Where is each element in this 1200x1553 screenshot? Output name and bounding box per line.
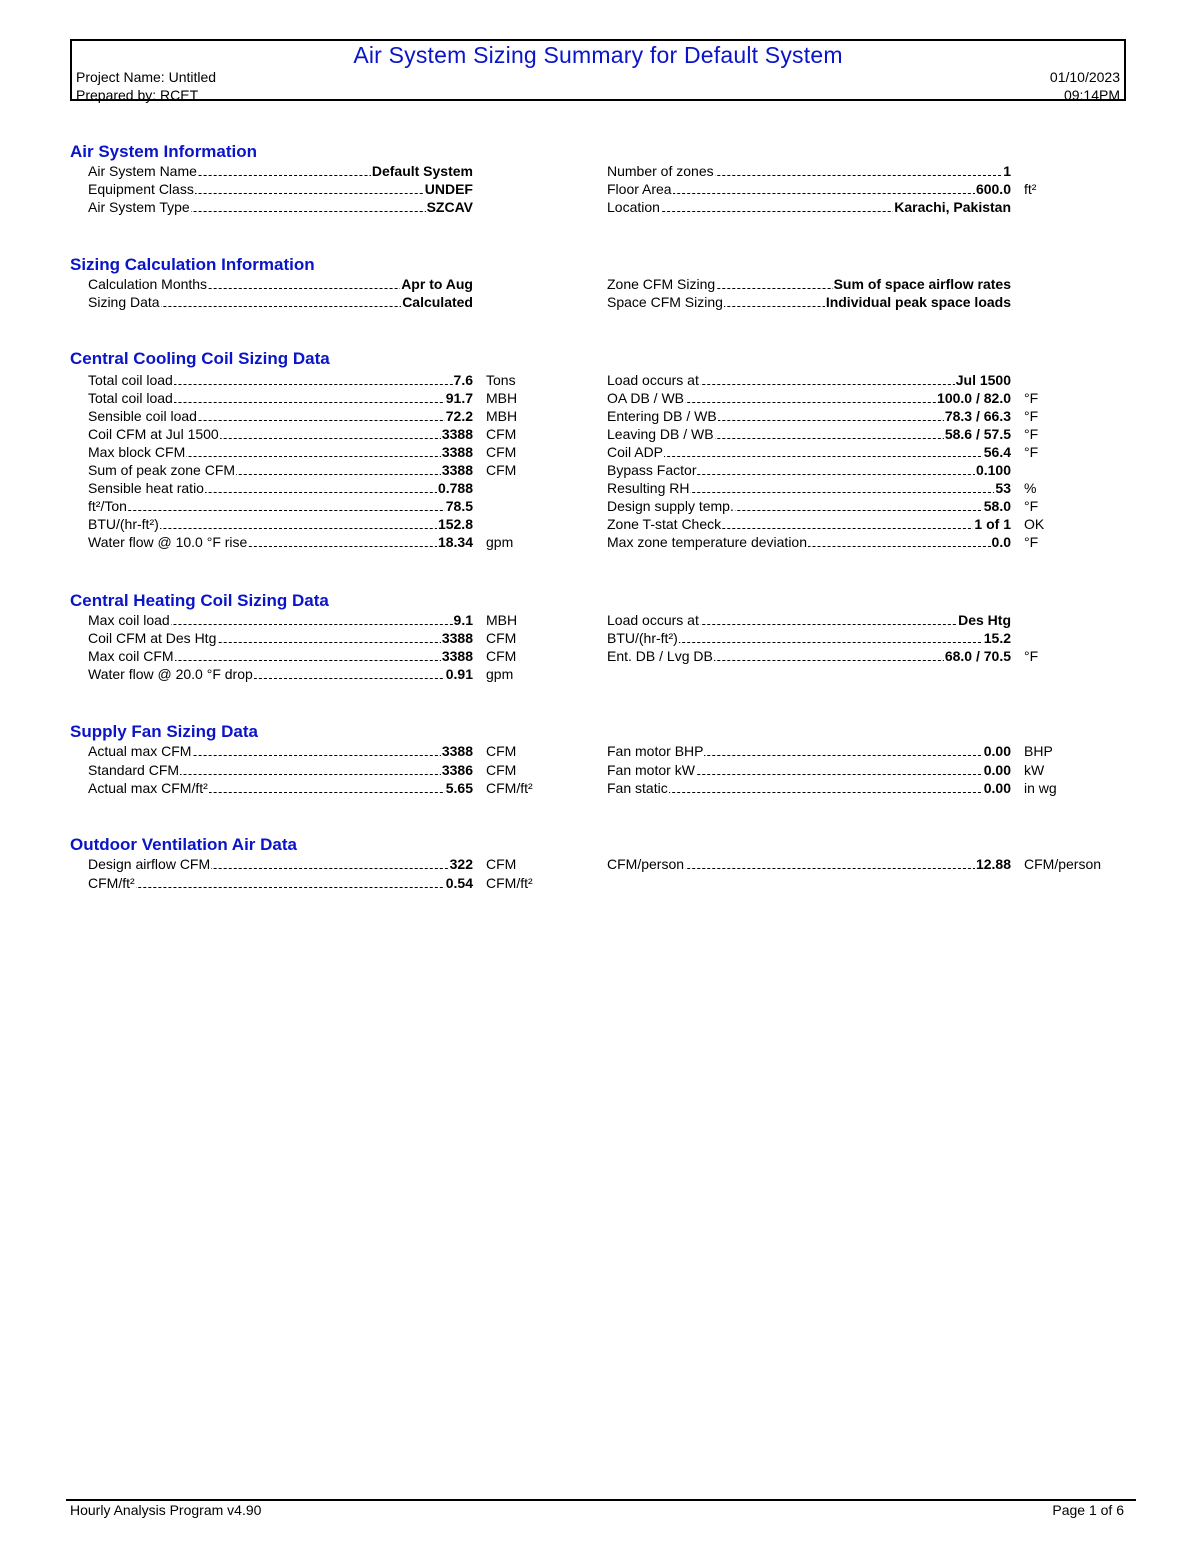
air-system-info-title: Air System Information	[70, 142, 258, 161]
field-value: 1	[1003, 163, 1011, 179]
field-value: 5.65	[445, 780, 473, 796]
cooling-coil-right-row	[607, 497, 1011, 515]
field-unit: °F	[1024, 648, 1039, 664]
cooling-coil-left-row	[88, 479, 473, 497]
footer-program: Hourly Analysis Program v4.90	[70, 1502, 262, 1518]
outdoor-air-left-row	[88, 855, 473, 873]
cooling-coil-right-row	[607, 407, 1011, 425]
field-value: 3388	[441, 743, 473, 759]
field-label: Load occurs at	[607, 372, 699, 388]
heating-coil-left-row	[88, 629, 473, 647]
field-value: 100.0 / 82.0	[937, 390, 1011, 406]
footer-page: Page 1 of 6	[1052, 1502, 1124, 1518]
heating-coil-left-row	[88, 665, 473, 683]
field-label: Max block CFM	[88, 444, 186, 460]
cooling-coil-left-row	[88, 425, 473, 443]
cooling-coil-left-row	[88, 371, 473, 389]
cooling-coil-right-row	[607, 479, 1011, 497]
field-value: 0.00	[983, 743, 1011, 759]
field-value: 78.5	[445, 498, 473, 514]
outdoor-air-left-row	[88, 874, 473, 892]
field-value: 1 of 1	[974, 516, 1011, 532]
cooling-coil-left-row	[88, 515, 473, 533]
field-label: Coil ADP	[607, 444, 664, 460]
cooling-coil-left-row	[88, 389, 473, 407]
field-label: Calculation Months	[88, 276, 208, 292]
cooling-coil-left-row	[88, 497, 473, 515]
field-unit: MBH	[486, 390, 518, 406]
cooling-coil-left-row	[88, 407, 473, 425]
field-label: Standard CFM	[88, 761, 180, 778]
field-value: 58.6 / 57.5	[944, 426, 1011, 442]
field-label: Actual max CFM	[88, 743, 192, 759]
report-time: 09:14PM	[1063, 87, 1120, 103]
outdoor-air-title: Outdoor Ventilation Air Data	[70, 835, 297, 854]
field-value: 15.2	[983, 630, 1011, 646]
field-label: Equipment Class	[88, 181, 194, 197]
field-value: 600.0	[975, 181, 1011, 197]
field-value: 9.1	[453, 612, 473, 628]
field-value: Sum of space airflow rates	[833, 276, 1011, 292]
field-unit: BHP	[1024, 743, 1053, 759]
heating-coil-right-row	[607, 629, 1011, 647]
field-value: 58.0	[983, 498, 1011, 514]
field-value: 0.54	[445, 874, 473, 891]
project-name: Project Name: Untitled	[76, 69, 217, 85]
field-unit: MBH	[486, 612, 518, 628]
field-label: Floor Area	[607, 181, 672, 197]
cooling-coil-right-row	[607, 461, 1011, 479]
field-label: Air System Name	[88, 163, 197, 179]
field-unit: gpm	[486, 666, 514, 682]
field-value: 0.788	[437, 480, 473, 496]
cooling-coil-right-row	[607, 515, 1011, 533]
field-value: 3388	[441, 444, 473, 460]
sizing-calc-info-left-row	[88, 275, 473, 293]
heating-coil-right-row	[607, 611, 1011, 629]
field-unit: °F	[1024, 444, 1039, 460]
field-value: 3388	[441, 426, 473, 442]
cooling-coil-right-row	[607, 389, 1011, 407]
field-unit: kW	[1024, 761, 1045, 778]
field-label: Sizing Data	[88, 294, 160, 310]
field-unit: %	[1024, 480, 1037, 496]
cooling-coil-right-row	[607, 533, 1011, 551]
field-value: 91.7	[445, 390, 473, 406]
field-label: Design airflow CFM	[88, 856, 211, 872]
field-label: Load occurs at	[607, 612, 699, 628]
prepared-by: Prepared by: RCET	[76, 87, 199, 103]
field-value: SZCAV	[426, 199, 473, 215]
field-value: Default System	[371, 163, 473, 179]
report-header	[70, 39, 1126, 101]
field-label: Air System Type	[88, 199, 190, 215]
field-unit: CFM	[486, 426, 517, 442]
field-value: Apr to Aug	[401, 276, 473, 292]
dot-leader	[88, 887, 473, 888]
dot-leader	[88, 510, 473, 511]
air-system-info-right-row	[607, 180, 1011, 198]
field-unit: CFM	[486, 856, 517, 872]
field-unit: Tons	[486, 372, 516, 388]
field-value: Karachi, Pakistan	[894, 199, 1011, 215]
field-value: 3388	[441, 648, 473, 664]
field-value: 0.00	[983, 780, 1011, 796]
cooling-coil-title: Central Cooling Coil Sizing Data	[70, 349, 330, 368]
field-label: Max coil load	[88, 612, 170, 628]
field-label: OA DB / WB	[607, 390, 685, 406]
supply-fan-right-row	[607, 779, 1011, 797]
field-unit: CFM	[486, 648, 517, 664]
field-label: Actual max CFM/ft²	[88, 780, 208, 796]
field-unit: MBH	[486, 408, 518, 424]
sizing-calc-info-right-row	[607, 293, 1011, 311]
field-label: Total coil load	[88, 372, 173, 388]
field-value: 72.2	[445, 408, 473, 424]
field-label: CFM/person	[607, 856, 685, 872]
field-unit: CFM/person	[1024, 856, 1102, 872]
field-value: UNDEF	[424, 181, 473, 197]
field-value: 0.91	[445, 666, 473, 682]
field-unit: CFM/ft²	[486, 874, 533, 891]
field-label: Coil CFM at Des Htg	[88, 630, 217, 646]
field-unit: CFM	[486, 444, 517, 460]
field-label: Design supply temp.	[607, 498, 734, 514]
field-label: BTU/(hr-ft²)	[88, 516, 159, 532]
air-system-info-left-row	[88, 180, 473, 198]
supply-fan-title: Supply Fan Sizing Data	[70, 722, 258, 741]
field-label: Total coil load	[88, 390, 173, 406]
air-system-info-left-row	[88, 198, 473, 216]
sizing-calc-info-left-row	[88, 293, 473, 311]
heating-coil-left-row	[88, 647, 473, 665]
field-label: Sum of peak zone CFM	[88, 462, 236, 478]
field-label: Zone CFM Sizing	[607, 276, 716, 292]
field-value: Jul 1500	[955, 372, 1011, 388]
supply-fan-left-row	[88, 761, 473, 779]
field-value: 12.88	[975, 856, 1011, 872]
field-unit: °F	[1024, 390, 1039, 406]
supply-fan-left-row	[88, 779, 473, 797]
dot-leader	[607, 456, 1011, 457]
field-unit: in wg	[1024, 780, 1057, 796]
field-value: 0.00	[983, 761, 1011, 778]
cooling-coil-right-row	[607, 371, 1011, 389]
air-system-info-right-row	[607, 198, 1011, 216]
field-label: ft²/Ton	[88, 498, 127, 514]
cooling-coil-left-row	[88, 461, 473, 479]
field-label: Coil CFM at Jul 1500	[88, 426, 219, 442]
report-date: 01/10/2023	[1049, 69, 1120, 85]
supply-fan-right-row	[607, 742, 1011, 760]
heating-coil-right-row	[607, 647, 1011, 665]
field-value: 0.100	[975, 462, 1011, 478]
cooling-coil-right-row	[607, 425, 1011, 443]
field-value: 78.3 / 66.3	[944, 408, 1011, 424]
report-title: Air System Sizing Summary for Default System	[353, 42, 843, 68]
air-system-info-right-row	[607, 162, 1011, 180]
field-label: CFM/ft²	[88, 874, 135, 891]
field-label: Location	[607, 199, 660, 215]
field-label: Water flow @ 10.0 °F rise	[88, 534, 248, 550]
field-unit: OK	[1024, 516, 1045, 532]
field-unit: CFM	[486, 630, 517, 646]
field-value: 7.6	[453, 372, 473, 388]
supply-fan-left-row	[88, 742, 473, 760]
sizing-calc-info-title: Sizing Calculation Information	[70, 255, 315, 274]
field-value: 3388	[441, 462, 473, 478]
field-label: Sensible coil load	[88, 408, 197, 424]
field-value: Des Htg	[958, 612, 1011, 628]
field-unit: °F	[1024, 408, 1039, 424]
field-unit: ft²	[1024, 181, 1037, 197]
outdoor-air-right-row	[607, 855, 1011, 873]
field-unit: °F	[1024, 498, 1039, 514]
field-value: 0.0	[991, 534, 1011, 550]
field-label: Bypass Factor	[607, 462, 697, 478]
field-value: 53	[995, 480, 1011, 496]
field-value: Calculated	[402, 294, 473, 310]
field-value: 3386	[441, 761, 473, 778]
field-label: Max coil CFM	[88, 648, 174, 664]
field-value: 68.0 / 70.5	[944, 648, 1011, 664]
field-label: Zone T-stat Check	[607, 516, 722, 532]
field-label: Ent. DB / Lvg DB	[607, 648, 713, 664]
field-label: Resulting RH	[607, 480, 690, 496]
field-label: Water flow @ 20.0 °F drop	[88, 666, 253, 682]
field-unit: CFM	[486, 761, 517, 778]
field-unit: °F	[1024, 534, 1039, 550]
field-label: Entering DB / WB	[607, 408, 717, 424]
heating-coil-left-row	[88, 611, 473, 629]
field-unit: CFM	[486, 462, 517, 478]
footer-divider	[66, 1499, 1136, 1501]
heating-coil-title: Central Heating Coil Sizing Data	[70, 591, 329, 610]
field-label: Sensible heat ratio	[88, 480, 204, 496]
sizing-calc-info-right-row	[607, 275, 1011, 293]
air-system-info-left-row	[88, 162, 473, 180]
field-label: Fan static	[607, 780, 668, 796]
field-value: 56.4	[983, 444, 1011, 460]
cooling-coil-left-row	[88, 443, 473, 461]
field-label: Leaving DB / WB	[607, 426, 714, 442]
field-value: Individual peak space loads	[825, 294, 1011, 310]
cooling-coil-right-row	[607, 443, 1011, 461]
field-value: 3388	[441, 630, 473, 646]
field-value: 18.34	[437, 534, 473, 550]
field-label: BTU/(hr-ft²)	[607, 630, 678, 646]
field-label: Fan motor BHP	[607, 743, 704, 759]
supply-fan-right-row	[607, 761, 1011, 779]
field-value: 322	[449, 856, 473, 872]
field-label: Space CFM Sizing	[607, 294, 723, 310]
field-unit: CFM	[486, 743, 517, 759]
field-label: Number of zones	[607, 163, 714, 179]
cooling-coil-left-row	[88, 533, 473, 551]
field-unit: °F	[1024, 426, 1039, 442]
field-label: Max zone temperature deviation	[607, 534, 807, 550]
field-value: 152.8	[437, 516, 473, 532]
field-unit: gpm	[486, 534, 514, 550]
field-label: Fan motor kW	[607, 761, 695, 778]
field-unit: CFM/ft²	[486, 780, 533, 796]
